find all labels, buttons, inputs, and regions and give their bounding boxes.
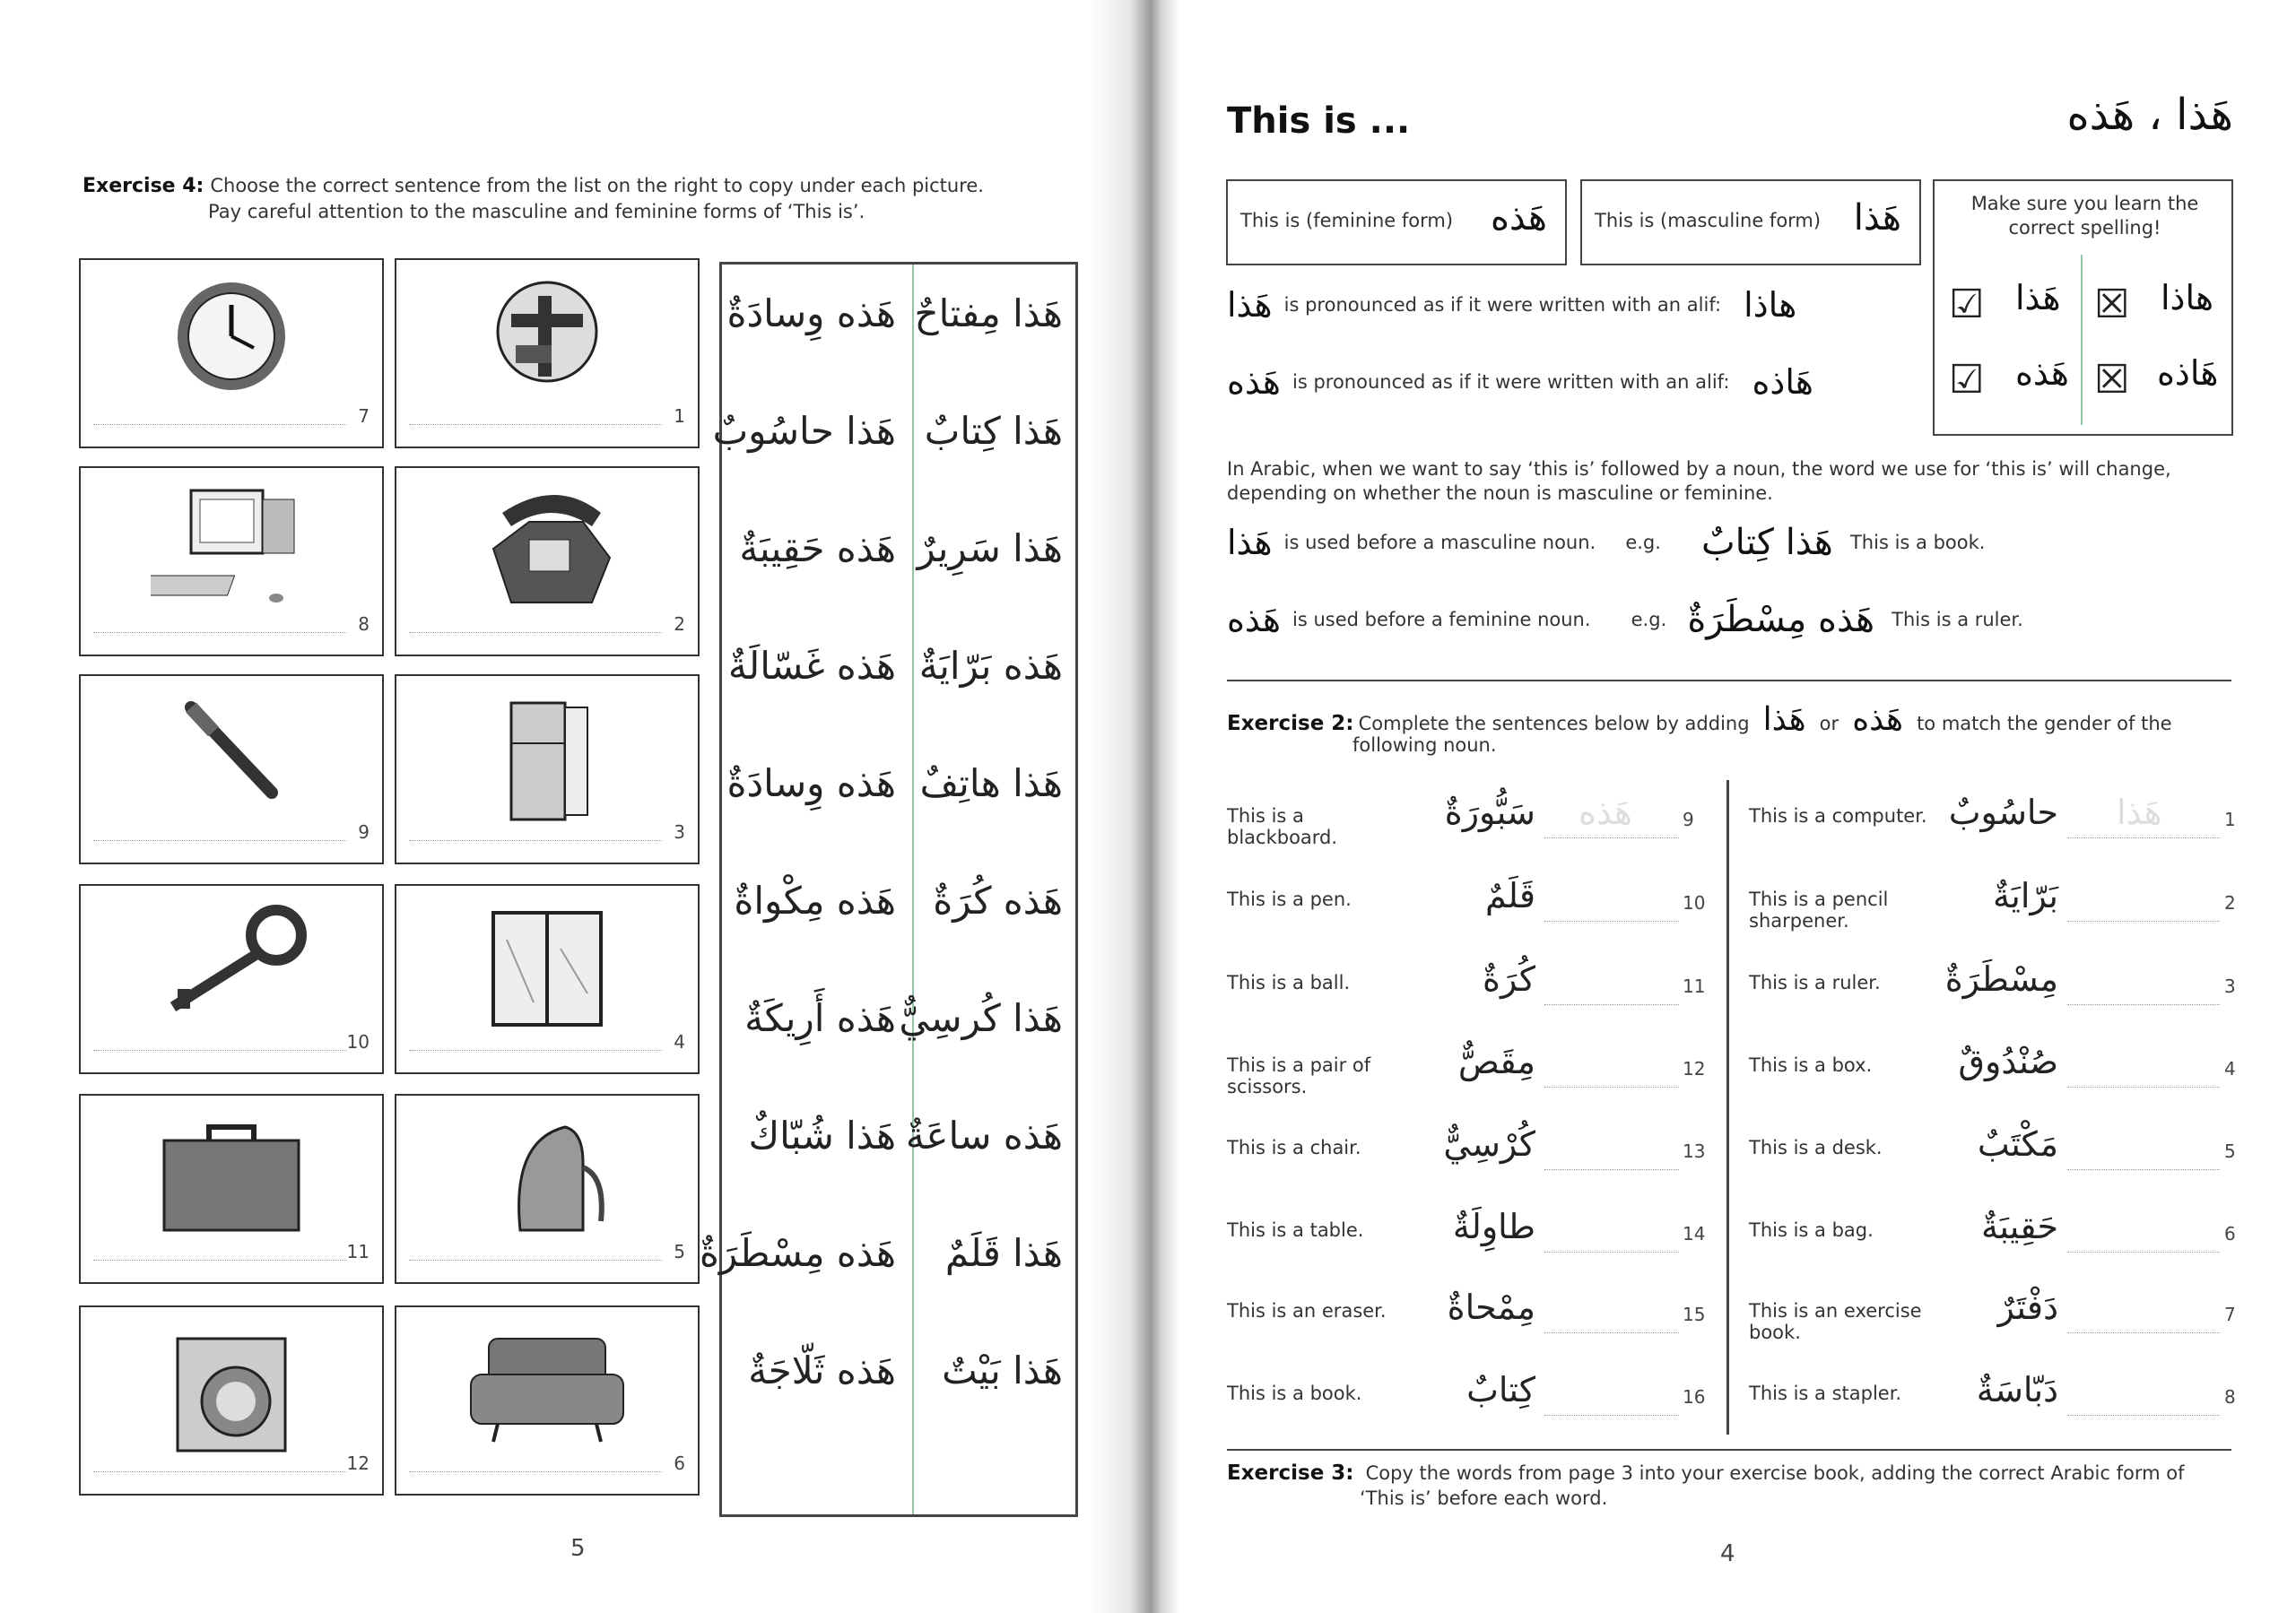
fem-use-arabic: هَذه <box>1227 600 1281 639</box>
exercise2-english: This is a desk. <box>1749 1137 1883 1158</box>
pronunciation-2 <box>1227 362 1813 402</box>
answer-line[interactable] <box>93 840 346 841</box>
exercise2-answer-line[interactable] <box>2067 1332 2220 1333</box>
exercise2-answer-line[interactable] <box>1544 1252 1679 1253</box>
pron1-alif: هاذا <box>1744 285 1797 325</box>
page-title-arabic: هَذا ، هَذه <box>2066 90 2233 140</box>
exercise2-text3: following noun. <box>1352 734 1497 756</box>
picture-cell-window <box>395 884 700 1074</box>
picture-cell-telephone <box>395 466 700 656</box>
picture-cell-fridge <box>395 674 700 864</box>
page-title: This is ... <box>1227 100 1411 142</box>
exercise2-english: This is a box. <box>1749 1054 1873 1076</box>
picture-number: 11 <box>346 1241 370 1262</box>
answer-line[interactable] <box>93 1471 346 1472</box>
pron1-arabic: هَذا <box>1227 285 1273 325</box>
section-divider-1 <box>1227 680 2231 681</box>
feminine-usage <box>1227 599 2023 640</box>
exercise2-english: This is a ruler. <box>1749 972 1881 993</box>
exercise3-line1: Copy the words from page 3 into your exercise book, adding the correct Arabic form of <box>1365 1462 2185 1484</box>
answer-line[interactable] <box>93 632 346 633</box>
section-divider-2 <box>1227 1449 2231 1451</box>
pron1-text: is pronounced as if it were written with an alif: <box>1283 294 1722 316</box>
exercise2-trace-hint: هَذا <box>2117 793 2162 832</box>
sentence-right: هَذه بَرّايَةٌ <box>918 644 1063 688</box>
sentence-list-box <box>699 262 1078 1517</box>
masculine-form-label: This is (masculine form) <box>1595 210 1822 231</box>
ball-icon <box>493 278 601 389</box>
sentence-left: هَذه وِسادَةٌ <box>726 291 896 335</box>
sentence-column-divider <box>912 264 914 1514</box>
exercise2-number: 7 <box>2224 1304 2236 1325</box>
picture-number: 2 <box>674 613 685 635</box>
fem-use-example: هَذه مِسْطَرَةٌ <box>1687 599 1875 640</box>
exercise2-answer-line[interactable] <box>2067 1169 2220 1170</box>
sentence-right: هَذا هاتِفٌ <box>919 761 1063 805</box>
sentence-right: هَذا قَلَمٌ <box>944 1231 1063 1275</box>
sentence-left: هَذه أَرِيكَةٌ <box>744 996 896 1040</box>
sentence-right: هَذا كِتابٌ <box>924 409 1063 453</box>
feminine-form-box <box>1226 179 1567 265</box>
picture-cell-clock <box>79 258 384 448</box>
checkmark-icon: ☑ <box>1949 357 1985 403</box>
picture-cell-computer <box>79 466 384 656</box>
exercise2-number: 15 <box>1683 1304 1706 1325</box>
exercise4-heading: Exercise 4: <box>83 175 204 197</box>
exercise2-number: 11 <box>1683 976 1706 997</box>
exercise2-english: This is a book. <box>1227 1383 1362 1404</box>
picture-number: 1 <box>674 405 685 427</box>
exercise2-number: 9 <box>1683 809 1694 830</box>
intro-paragraph: In Arabic, when we want to say ‘this is’ followed by a noun, the word we use for ‘this is’ will change, depending on whether the noun is masculine or feminine. <box>1227 458 2171 504</box>
exercise3-heading: Exercise 3: <box>1227 1461 1354 1485</box>
clock-icon <box>173 278 290 398</box>
book-gutter <box>1090 0 1179 1613</box>
exercise4-instructions <box>83 175 984 222</box>
sentence-left: هَذا شُبّاكٌ <box>748 1114 896 1158</box>
exercise2-answer-line[interactable] <box>1544 1087 1679 1088</box>
picture-number: 12 <box>346 1453 370 1474</box>
exercise2-number: 8 <box>2224 1386 2236 1408</box>
fem-use-translation: This is a ruler. <box>1892 609 2023 630</box>
exercise2-ar1: هَذا <box>1762 701 1806 738</box>
feminine-form-label: This is (feminine form) <box>1240 210 1454 231</box>
exercise2-answer-line[interactable] <box>1544 921 1679 922</box>
sentence-left: هَذه مِكْواةٌ <box>734 879 896 923</box>
pronunciation-1 <box>1227 285 1796 325</box>
washing-machine-icon <box>164 1325 299 1463</box>
masc-use-translation: This is a book. <box>1849 532 1986 553</box>
correct-spelling-2: هَذه <box>2015 353 2069 393</box>
exercise2-english: This is a pen. <box>1227 889 1352 910</box>
sentence-left: هَذه حَقِيبَةٌ <box>739 526 896 570</box>
exercise2-answer-line[interactable] <box>2067 1004 2220 1005</box>
sentence-right: هَذه ساعَةٌ <box>905 1114 1063 1158</box>
exercise2-arabic-noun: حَقِيبَةٌ <box>1980 1207 2058 1246</box>
sofa-icon <box>462 1325 632 1454</box>
exercise2-english: This is a stapler. <box>1749 1383 1902 1404</box>
exercise2-number: 14 <box>1683 1223 1706 1244</box>
fem-use-eg: e.g. <box>1631 609 1667 630</box>
checkmark-icon: ☑ <box>1949 282 1985 327</box>
exercise3-instructions <box>1227 1461 2231 1511</box>
exercise2-english: This is an exercise book. <box>1749 1300 1922 1343</box>
exercise2-arabic-noun: كُرْسِيٌّ <box>1443 1124 1535 1164</box>
exercise2-arabic-noun: كُرَةٌ <box>1483 959 1535 999</box>
exercise2-number: 1 <box>2224 809 2236 830</box>
exercise2-number: 5 <box>2224 1140 2236 1162</box>
exercise2-number: 16 <box>1683 1386 1706 1408</box>
exercise2-arabic-noun: بَرّايَةٌ <box>1992 876 2058 915</box>
exercise2-answer-line[interactable] <box>2067 1415 2220 1416</box>
masc-use-eg: e.g. <box>1625 532 1661 553</box>
exercise2-number: 13 <box>1683 1140 1706 1162</box>
exercise2-english: This is a blackboard. <box>1227 805 1338 848</box>
briefcase-icon <box>151 1114 312 1243</box>
correct-spelling-1: هَذا <box>2015 278 2061 317</box>
exercise2-text2: to match the gender of the <box>1917 713 2172 734</box>
exercise2-arabic-noun: مَكْتَبٌ <box>1977 1124 2058 1164</box>
masc-use-example: هَذا كِتابٌ <box>1701 522 1833 563</box>
exercise2-number: 4 <box>2224 1058 2236 1080</box>
computer-icon <box>151 486 312 615</box>
exercise2-instructions <box>1227 701 2231 756</box>
answer-line[interactable] <box>409 632 662 633</box>
wrong-spelling-1: هاذا <box>2161 278 2214 317</box>
masculine-form-arabic: هَذا <box>1853 197 1901 238</box>
picture-number: 10 <box>346 1031 370 1053</box>
picture-cell-sofa <box>395 1305 700 1496</box>
exercise2-number: 3 <box>2224 976 2236 997</box>
sentence-right: هَذا بَيْتٌ <box>942 1349 1063 1392</box>
fridge-icon <box>498 694 596 832</box>
picture-cell-washing-machine <box>79 1305 384 1496</box>
picture-number: 6 <box>674 1453 685 1474</box>
picture-number: 8 <box>358 613 370 635</box>
exercise2-arabic-noun: دَبّاسَةٌ <box>1976 1370 2058 1409</box>
exercise2-arabic-noun: مِمْحاةٌ <box>1447 1288 1535 1327</box>
sentence-right: هَذا كُرسِيٌّ <box>899 996 1063 1040</box>
spelling-reminder-text: Make sure you learn the correct spelling! <box>1970 193 2199 238</box>
page-number-right: 4 <box>1720 1540 1735 1567</box>
sentence-right: هَذا سَرِيرٌ <box>917 526 1063 570</box>
picture-cell-key <box>79 884 384 1074</box>
sentence-left: هَذا حاسُوبٌ <box>712 409 896 453</box>
exercise2-arabic-noun: سَبُّورَةٌ <box>1444 793 1535 832</box>
wrong-spelling-2: هَاذه <box>2157 353 2219 393</box>
picture-cell-pen <box>79 674 384 864</box>
answer-line[interactable] <box>93 424 346 425</box>
spelling-divider <box>2081 255 2083 425</box>
exercise2-answer-line[interactable] <box>1544 1169 1679 1170</box>
answer-line[interactable] <box>409 424 662 425</box>
sentence-left: هَذه ثَلّاجَةٌ <box>748 1349 896 1392</box>
cross-box-icon: ☒ <box>2094 357 2130 403</box>
exercise2-english: This is a table. <box>1227 1219 1364 1241</box>
exercise2-arabic-noun: مِقَصٌّ <box>1457 1042 1535 1081</box>
exercise2-english: This is a bag. <box>1749 1219 1874 1241</box>
answer-line[interactable] <box>409 1260 662 1261</box>
exercise3-line2: ‘This is’ before each word. <box>1360 1487 1608 1509</box>
exercise2-text1: Complete the sentences below by adding <box>1358 713 1750 734</box>
window-icon <box>480 904 614 1042</box>
masculine-usage <box>1227 522 1985 563</box>
exercise2-english: This is a chair. <box>1227 1137 1361 1158</box>
exercise2-arabic-noun: دَفْتَرٌ <box>1997 1288 2058 1327</box>
pron2-text: is pronounced as if it were written with an alif: <box>1292 371 1730 393</box>
exercise2-answer-line[interactable] <box>2067 1087 2220 1088</box>
answer-line[interactable] <box>409 840 662 841</box>
picture-number: 9 <box>358 821 370 843</box>
exercise2-arabic-noun: قَلَمٌ <box>1484 876 1535 915</box>
cross-box-icon: ☒ <box>2094 282 2130 327</box>
pron2-alif: هَاذه <box>1752 362 1813 402</box>
answer-line[interactable] <box>409 1471 662 1472</box>
picture-number: 5 <box>674 1241 685 1262</box>
exercise2-trace-hint: هَذه <box>1578 793 1632 832</box>
exercise2-number: 6 <box>2224 1223 2236 1244</box>
exercise4-line2: Pay careful attention to the masculine and feminine forms of ‘This is’. <box>208 201 865 222</box>
exercise2-arabic-noun: حاسُوبٌ <box>1948 793 2058 832</box>
exercise2-arabic-noun: مِسْطَرَةٌ <box>1944 959 2058 999</box>
exercise2-english: This is a ball. <box>1227 972 1351 993</box>
exercise2-answer-line[interactable] <box>1544 1332 1679 1333</box>
fem-use-text: is used before a feminine noun. <box>1292 609 1591 630</box>
exercise2-number: 12 <box>1683 1058 1706 1080</box>
sentence-right: هَذه كُرَةٌ <box>933 879 1063 923</box>
exercise2-answer-line[interactable] <box>1544 1415 1679 1416</box>
exercise2-ar2: هَذه <box>1852 701 1903 738</box>
exercise2-number: 10 <box>1683 892 1706 914</box>
picture-number: 3 <box>674 821 685 843</box>
iron-icon <box>484 1114 610 1252</box>
exercise2-arabic-noun: كِتابٌ <box>1466 1370 1535 1409</box>
answer-line[interactable] <box>93 1260 346 1261</box>
sentence-left: هَذه وِسادَةٌ <box>726 761 896 805</box>
sentence-left: هَذه غَسّالَةٌ <box>727 644 896 688</box>
exercise2-heading: Exercise 2: <box>1227 712 1354 735</box>
masc-use-arabic: هَذا <box>1227 523 1273 562</box>
sentence-right: هَذا مِفتاحٌ <box>914 291 1063 335</box>
exercise2-column-divider <box>1726 780 1729 1435</box>
exercise2-answer-line[interactable] <box>2067 921 2220 922</box>
exercise4-line1: Choose the correct sentence from the list on the right to copy under each picture. <box>210 175 984 196</box>
exercise2-answer-line[interactable] <box>1544 837 1679 838</box>
masculine-form-box <box>1580 179 1921 265</box>
exercise2-english: This is a pencil sharpener. <box>1749 889 1889 932</box>
exercise2-answer-line[interactable] <box>2067 837 2220 838</box>
picture-number: 4 <box>674 1031 685 1053</box>
exercise2-arabic-noun: طاوِلَةٌ <box>1452 1207 1535 1246</box>
masc-use-text: is used before a masculine noun. <box>1283 532 1596 553</box>
picture-cell-briefcase <box>79 1094 384 1284</box>
exercise2-answer-line[interactable] <box>2067 1252 2220 1253</box>
pron2-arabic: هَذه <box>1227 362 1281 402</box>
spelling-box <box>1933 179 2233 436</box>
picture-cell-iron <box>395 1094 700 1284</box>
pen-icon <box>178 694 285 805</box>
exercise2-arabic-noun: صُنْدُوقٌ <box>1958 1042 2058 1081</box>
answer-line[interactable] <box>409 1050 662 1051</box>
exercise2-answer-line[interactable] <box>1544 1004 1679 1005</box>
exercise2-english: This is an eraser. <box>1227 1300 1387 1322</box>
exercise2-or: or <box>1819 713 1839 734</box>
telephone-icon <box>475 486 619 615</box>
exercise2-number: 2 <box>2224 892 2236 914</box>
exercise2-english: This is a pair of scissors. <box>1227 1054 1371 1097</box>
picture-number: 7 <box>358 405 370 427</box>
feminine-form-arabic: هَذه <box>1490 197 1547 238</box>
picture-cell-ball <box>395 258 700 448</box>
sentence-left: هَذه مِسْطَرَةٌ <box>699 1231 896 1275</box>
exercise2-english: This is a computer. <box>1749 805 1927 827</box>
key-icon <box>151 904 312 1024</box>
page-number-left: 5 <box>570 1535 586 1562</box>
answer-line[interactable] <box>93 1050 346 1051</box>
